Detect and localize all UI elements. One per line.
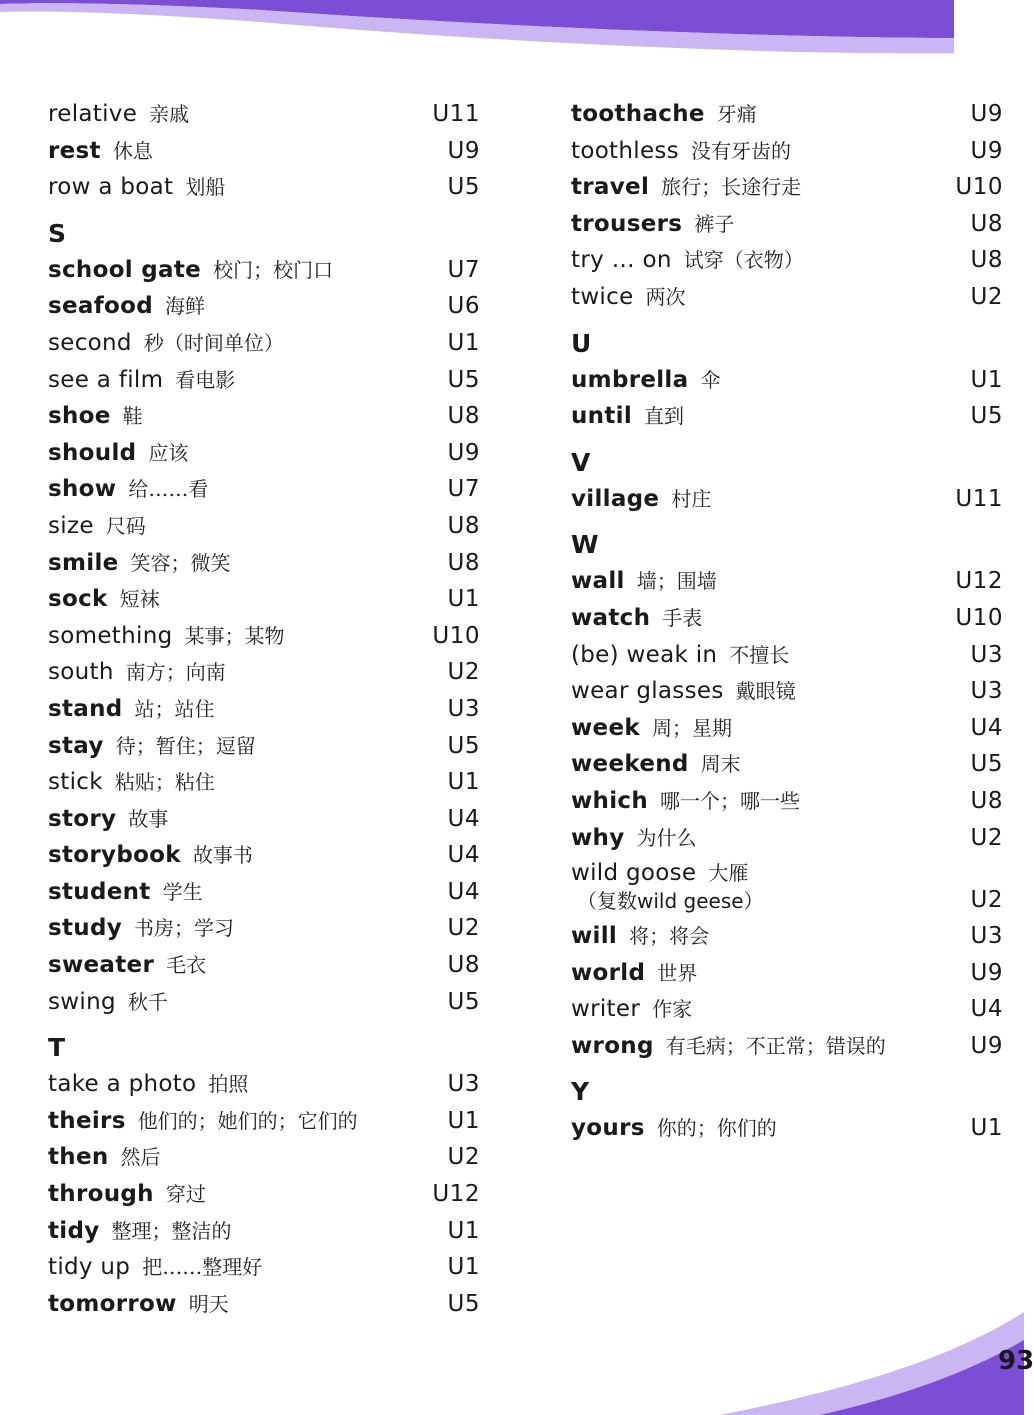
- section-letter: W: [571, 530, 599, 560]
- entry-word: weekend: [571, 751, 689, 778]
- entry-unit: U4: [970, 996, 1003, 1023]
- entry-word: show: [48, 476, 117, 503]
- vocabulary-entry: [571, 242, 1003, 279]
- entry-unit: U9: [970, 959, 1003, 986]
- section-letter: T: [48, 1033, 66, 1063]
- entry-unit: U3: [447, 695, 480, 722]
- vocabulary-entry: [571, 955, 1003, 992]
- vocabulary-entry: [571, 481, 1003, 518]
- vocabulary-entry: [48, 764, 480, 801]
- entry-word: twice: [571, 283, 634, 310]
- entry-unit: U10: [432, 622, 480, 649]
- entry-meaning: 裤子: [694, 211, 735, 236]
- vocabulary-entry: [571, 856, 1003, 918]
- entry-unit: U8: [447, 512, 480, 539]
- entry-meaning: 尺码: [105, 513, 146, 538]
- bottom-wave-decoration: [0, 1300, 1024, 1415]
- entry-word: sweater: [48, 952, 155, 979]
- vocabulary-entry: [48, 508, 480, 545]
- corner-white-box: [954, 0, 1024, 60]
- entry-unit: U10: [955, 174, 1003, 201]
- entry-meaning: 亲戚: [149, 102, 190, 126]
- vocabulary-entry: [571, 362, 1003, 399]
- entry-word: wrong: [571, 1032, 654, 1059]
- vocabulary-entry: [571, 673, 1003, 710]
- vocabulary-entry: [48, 435, 480, 472]
- entry-meaning: 短袜: [119, 587, 160, 612]
- entry-meaning: 应该: [148, 440, 189, 465]
- vocabulary-entry: [48, 801, 480, 838]
- entry-meaning: 作家: [652, 997, 693, 1022]
- entry-meaning: 休息: [112, 138, 153, 163]
- entry-unit: U3: [447, 1071, 480, 1098]
- entry-word: storybook: [48, 842, 181, 869]
- entry-word: through: [48, 1181, 154, 1208]
- entry-unit: U4: [447, 842, 480, 869]
- entry-meaning: 不擅长: [729, 642, 790, 667]
- right-column: [571, 96, 1003, 1147]
- vocabulary-entry: [48, 398, 480, 435]
- entry-word: wear glasses: [571, 678, 724, 705]
- entry-meaning: 然后: [120, 1145, 161, 1170]
- vocabulary-entry: [571, 279, 1003, 316]
- entry-meaning: 秒（时间单位）: [143, 330, 284, 355]
- vocabulary-entry: [571, 600, 1003, 637]
- vocabulary-entry: [48, 654, 480, 691]
- entry-word: stay: [48, 732, 104, 759]
- page-number: 93: [998, 1346, 1034, 1376]
- vocabulary-entry: [571, 398, 1003, 435]
- vocabulary-entry: [48, 288, 480, 325]
- entry-meaning: 周末: [700, 752, 741, 777]
- entry-meaning: 墙；围墙: [636, 569, 717, 594]
- entry-unit: U9: [970, 1032, 1003, 1059]
- entry-unit: U12: [955, 568, 1003, 595]
- entry-word: school gate: [48, 256, 202, 283]
- entry-word: then: [48, 1144, 109, 1171]
- vocabulary-entry: [48, 910, 480, 947]
- section-letter: V: [571, 447, 591, 477]
- entry-unit: U8: [447, 952, 480, 979]
- vocabulary-entry: [48, 1249, 480, 1286]
- entry-meaning: 两次: [645, 284, 686, 309]
- entry-word: tidy up: [48, 1254, 131, 1281]
- vocabulary-entry: [571, 746, 1003, 783]
- vocabulary-entry: [571, 918, 1003, 955]
- entry-unit: U9: [970, 137, 1003, 164]
- entry-unit: U12: [432, 1181, 480, 1208]
- entry-meaning: 待；暂住；逗留: [115, 733, 256, 758]
- entry-meaning: 周；星期: [651, 715, 732, 740]
- entry-meaning: 伞: [700, 367, 721, 392]
- entry-meaning: 看电影: [175, 367, 236, 392]
- entry-unit: U5: [447, 366, 480, 393]
- vocabulary-entry: [48, 984, 480, 1021]
- entry-word: why: [571, 824, 625, 851]
- entry-unit: U9: [447, 137, 480, 164]
- entry-word: week: [571, 714, 640, 741]
- entry-word: world: [571, 959, 646, 986]
- vocabulary-entry: [48, 325, 480, 362]
- entry-word: story: [48, 805, 117, 832]
- entry-meaning: 毛衣: [166, 953, 207, 978]
- entry-meaning: 站；站住: [134, 696, 215, 721]
- entry-word: (be) weak in: [571, 641, 718, 668]
- entry-meaning: 试穿（衣物）: [683, 248, 804, 273]
- entry-word: tomorrow: [48, 1290, 177, 1317]
- vocabulary-entry: [571, 820, 1003, 857]
- entry-unit: U3: [970, 641, 1003, 668]
- entry-word: swing: [48, 988, 116, 1015]
- entry-unit: U2: [970, 886, 1003, 913]
- vocabulary-entry: [48, 618, 480, 655]
- entry-meaning: 手表: [662, 605, 703, 630]
- entry-unit: U2: [970, 283, 1003, 310]
- entry-word: toothache: [571, 101, 705, 127]
- entry-meaning: 哪一个；哪一些: [660, 788, 801, 813]
- entry-unit: U2: [447, 1144, 480, 1171]
- entry-meaning: 世界: [657, 960, 698, 985]
- section-letter: S: [48, 218, 67, 248]
- entry-word: see a film: [48, 366, 164, 393]
- entry-word: smile: [48, 549, 119, 576]
- entry-word: stand: [48, 695, 123, 722]
- entry-word: writer: [571, 996, 641, 1023]
- entry-meaning: 没有牙齿的: [690, 138, 791, 163]
- entry-meaning: 划船: [185, 175, 226, 200]
- entry-meaning: 秋千: [127, 989, 168, 1014]
- entry-word: toothless: [571, 137, 679, 164]
- vocabulary-entry: [571, 1110, 1003, 1147]
- vocabulary-entry: [571, 783, 1003, 820]
- entry-word: sock: [48, 586, 108, 613]
- entry-meaning: 学生: [162, 879, 203, 904]
- entry-word: will: [571, 923, 618, 950]
- entry-unit: U4: [447, 805, 480, 832]
- entry-word: relative: [48, 101, 138, 127]
- vocabulary-entry: [571, 991, 1003, 1028]
- entry-meaning: 校门；校门口: [213, 257, 334, 282]
- vocabulary-entry: [571, 563, 1003, 600]
- entry-unit: U10: [955, 604, 1003, 631]
- entry-meaning: 大雁: [708, 861, 749, 886]
- entry-meaning: 为什么: [636, 825, 697, 850]
- entry-unit: U2: [447, 915, 480, 942]
- entry-word: watch: [571, 604, 651, 631]
- entry-word: wild goose: [571, 860, 697, 887]
- vocabulary-entry: [571, 96, 1003, 133]
- vocabulary-entry: [571, 1028, 1003, 1065]
- entry-word: rest: [48, 137, 101, 164]
- left-column: [48, 96, 480, 1322]
- vocabulary-entry: [48, 581, 480, 618]
- entry-unit: U8: [970, 247, 1003, 274]
- entry-meaning: 有毛病；不正常；错误的: [665, 1033, 886, 1058]
- vocabulary-entry: [48, 169, 480, 206]
- vocabulary-entry: [48, 362, 480, 399]
- entry-unit: U8: [447, 549, 480, 576]
- entry-meaning: 村庄: [671, 486, 712, 511]
- top-wave-decoration: [0, 0, 1024, 80]
- vocabulary-entry: [48, 1176, 480, 1213]
- entry-meaning: 你的；你们的: [656, 1116, 777, 1141]
- entry-word: take a photo: [48, 1071, 197, 1098]
- vocabulary-entry: [48, 1103, 480, 1140]
- entry-meaning: 整理；整洁的: [111, 1218, 232, 1243]
- vocabulary-entry: [571, 206, 1003, 243]
- entry-unit: U5: [447, 988, 480, 1015]
- entry-unit: U2: [970, 824, 1003, 851]
- entry-word: should: [48, 439, 137, 466]
- entry-word: seafood: [48, 293, 153, 320]
- vocabulary-entry: [571, 637, 1003, 674]
- vocabulary-entry: [48, 1213, 480, 1250]
- entry-unit: U2: [447, 659, 480, 686]
- vocabulary-entry: [48, 837, 480, 874]
- entry-unit: U1: [970, 1115, 1003, 1142]
- entry-unit: U1: [447, 329, 480, 356]
- vocabulary-entry: [48, 1139, 480, 1176]
- entry-word: trousers: [571, 210, 683, 237]
- entry-unit: U4: [447, 878, 480, 905]
- entry-meaning: 把……整理好: [142, 1255, 263, 1280]
- entry-unit: U5: [970, 403, 1003, 430]
- entry-meaning: 故事书: [192, 843, 253, 868]
- entry-word: stick: [48, 769, 103, 796]
- entry-unit: U1: [447, 1107, 480, 1134]
- entry-unit: U5: [447, 174, 480, 201]
- entry-unit: U1: [447, 1217, 480, 1244]
- entry-word: study: [48, 915, 123, 942]
- entry-unit: U1: [447, 1254, 480, 1281]
- section-letter: Y: [571, 1077, 590, 1107]
- vocabulary-entry: [48, 728, 480, 765]
- entry-unit: U5: [970, 751, 1003, 778]
- entry-meaning: 海鲜: [164, 294, 205, 319]
- vocabulary-entry: [48, 1066, 480, 1103]
- entry-word: travel: [571, 174, 650, 201]
- entry-unit: U7: [447, 476, 480, 503]
- vocabulary-entry: [571, 169, 1003, 206]
- entry-meaning: 他们的；她们的；它们的: [137, 1108, 358, 1133]
- entry-meaning: 笑容；微笑: [130, 550, 231, 575]
- entry-meaning: 穿过: [165, 1182, 206, 1207]
- entry-word: umbrella: [571, 366, 689, 393]
- entry-unit: U11: [955, 485, 1003, 512]
- vocabulary-entry: [48, 874, 480, 911]
- entry-unit: U3: [970, 923, 1003, 950]
- entry-unit: U5: [447, 732, 480, 759]
- entry-unit: U8: [970, 787, 1003, 814]
- entry-meaning: 粘贴；粘住: [114, 770, 215, 795]
- entry-word: something: [48, 622, 173, 649]
- entry-meaning: 牙痛: [716, 102, 757, 126]
- vocabulary-entry: [48, 947, 480, 984]
- entry-unit: U8: [447, 403, 480, 430]
- entry-word: until: [571, 403, 633, 430]
- entry-unit: U11: [432, 101, 480, 127]
- entry-meaning: 给……看: [128, 477, 209, 502]
- entry-meaning: 旅行；长途行走: [661, 175, 802, 200]
- entry-word: second: [48, 329, 132, 356]
- entry-word: student: [48, 878, 151, 905]
- entry-meaning: 书房；学习: [134, 916, 235, 941]
- vocabulary-entry: [48, 545, 480, 582]
- entry-word: yours: [571, 1115, 645, 1142]
- vocabulary-entry: [571, 710, 1003, 747]
- entry-unit: U1: [447, 769, 480, 796]
- entry-word: size: [48, 512, 94, 539]
- entry-word: shoe: [48, 403, 111, 430]
- entry-meaning: 将；将会: [629, 924, 710, 949]
- entry-unit: U4: [970, 714, 1003, 741]
- entry-unit: U1: [447, 586, 480, 613]
- entry-unit: U1: [970, 366, 1003, 393]
- entry-meaning-note: （复数wild geese）: [577, 889, 764, 914]
- entry-word: south: [48, 659, 114, 686]
- entry-meaning: 戴眼镜: [735, 679, 796, 704]
- entry-unit: U6: [447, 293, 480, 320]
- entry-unit: U9: [447, 439, 480, 466]
- vocabulary-entry: [48, 691, 480, 728]
- entry-word: theirs: [48, 1107, 126, 1134]
- vocabulary-entry: [48, 471, 480, 508]
- entry-unit: U5: [447, 1290, 480, 1317]
- entry-unit: U7: [447, 256, 480, 283]
- entry-word: which: [571, 787, 649, 814]
- vocabulary-entry: [48, 133, 480, 170]
- entry-unit: U3: [970, 678, 1003, 705]
- entry-word: tidy: [48, 1217, 100, 1244]
- entry-meaning: 鞋: [122, 404, 143, 429]
- entry-word: row a boat: [48, 174, 174, 201]
- entry-meaning: 某事；某物: [184, 623, 285, 648]
- entry-unit: U8: [970, 210, 1003, 237]
- entry-meaning: 故事: [128, 806, 169, 831]
- entry-word: try … on: [571, 247, 672, 274]
- entry-word: village: [571, 485, 660, 512]
- entry-meaning: 直到: [644, 404, 685, 429]
- vocabulary-entry: [571, 133, 1003, 170]
- vocabulary-entry: [48, 96, 480, 133]
- entry-meaning: 南方；向南: [125, 660, 226, 685]
- entry-meaning: 拍照: [208, 1072, 249, 1097]
- entry-unit: U9: [970, 101, 1003, 127]
- entry-word: wall: [571, 568, 625, 595]
- vocabulary-entry: [48, 252, 480, 289]
- entry-meaning: 明天: [188, 1291, 229, 1316]
- section-letter: U: [571, 328, 592, 358]
